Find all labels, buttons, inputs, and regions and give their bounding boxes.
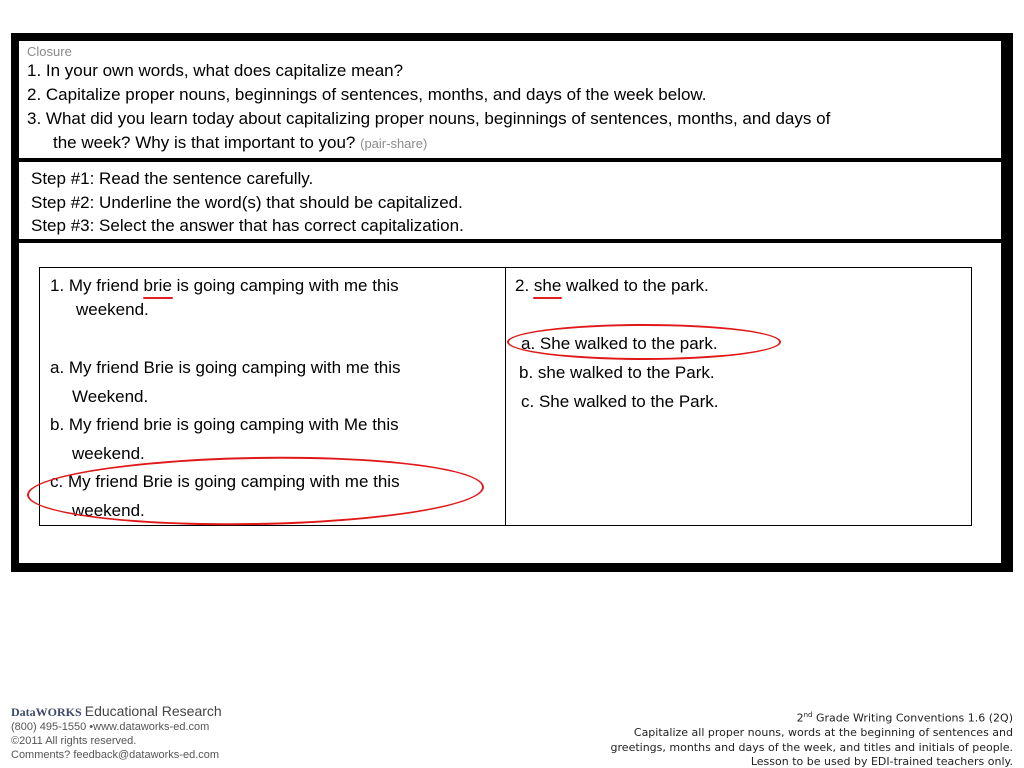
closure-label: Closure	[27, 44, 72, 59]
footer-lesson-info	[611, 708, 1013, 768]
closure-question-1: 1. In your own words, what does capitalize mean?	[27, 61, 404, 80]
footer-publisher	[11, 704, 222, 762]
closure-question-3-cont	[27, 131, 993, 156]
q2-option-b[interactable]: b. she walked to the Park.	[519, 363, 715, 382]
grade-suffix: nd	[803, 711, 813, 719]
lesson-desc-3: Lesson to be used by EDI-trained teachers only.	[750, 755, 1013, 768]
q1-suffix: is going camping with me this	[171, 276, 399, 295]
publisher-copyright: ©2011 All rights reserved.	[11, 735, 137, 747]
lesson-title	[611, 708, 1013, 726]
q1-option-c[interactable]: c. My friend Brie is going camping with me this	[50, 472, 400, 491]
q1-option-a-cont[interactable]: Weekend.	[72, 387, 149, 406]
q2-answer-circle	[507, 324, 781, 360]
step-3: Step #3: Select the answer that has correct capitalization.	[31, 216, 464, 235]
question-1-prompt-cont: weekend.	[76, 300, 149, 319]
closure-section	[19, 41, 1001, 158]
publisher-comments: Comments? feedback@dataworks-ed.com	[11, 749, 220, 761]
steps-section	[19, 162, 1001, 239]
step-1: Step #1: Read the sentence carefully.	[31, 169, 314, 188]
q1-option-b[interactable]: b. My friend brie is going camping with Me this	[50, 415, 399, 434]
q2-option-c[interactable]: c. She walked to the Park.	[521, 392, 719, 411]
q2-underlined-word: she	[533, 276, 562, 295]
q2-option-a[interactable]: a. She walked to the park.	[521, 334, 718, 353]
q1-prefix: 1. My friend	[50, 276, 144, 295]
publisher-phone: (800) 495-1550 •www.dataworks-ed.com	[11, 721, 210, 733]
question-2-cell	[506, 268, 971, 525]
grade-title: Grade Writing Conventions 1.6 (2Q)	[812, 711, 1013, 725]
grade-number: 2	[796, 711, 804, 725]
pair-share-note: (pair-share)	[360, 136, 428, 151]
publisher-brand	[11, 704, 222, 720]
brand-name: DataWORKS	[11, 705, 82, 719]
lesson-desc-2: greetings, months and days of the week, and titles and initials of people.	[610, 740, 1013, 754]
q1-option-c-cont[interactable]: weekend.	[72, 501, 145, 520]
closure-question-2: 2. Capitalize proper nouns, beginnings of sentences, months, and days of the week below.	[27, 85, 707, 104]
q2-suffix: walked to the park.	[561, 276, 709, 295]
q1-underlined-word: brie	[143, 276, 172, 295]
closure-question-3-text: the week? Why is that important to you?	[53, 133, 356, 152]
brand-subtitle: Educational Research	[84, 703, 222, 719]
step-2: Step #2: Underline the word(s) that should be capitalized.	[31, 192, 463, 212]
q1-option-b-cont[interactable]: weekend.	[72, 444, 145, 463]
question-2-prompt	[515, 276, 709, 296]
question-1-prompt	[50, 276, 399, 296]
q2-prefix: 2.	[515, 276, 534, 295]
lesson-desc-1: Capitalize all proper nouns, words at the beginning of sentences and	[633, 726, 1013, 740]
q1-option-a[interactable]: a. My friend Brie is going camping with me this	[50, 358, 401, 377]
closure-question-3: 3. What did you learn today about capitalizing proper nouns, beginnings of sentences, months, and days of	[27, 109, 831, 128]
